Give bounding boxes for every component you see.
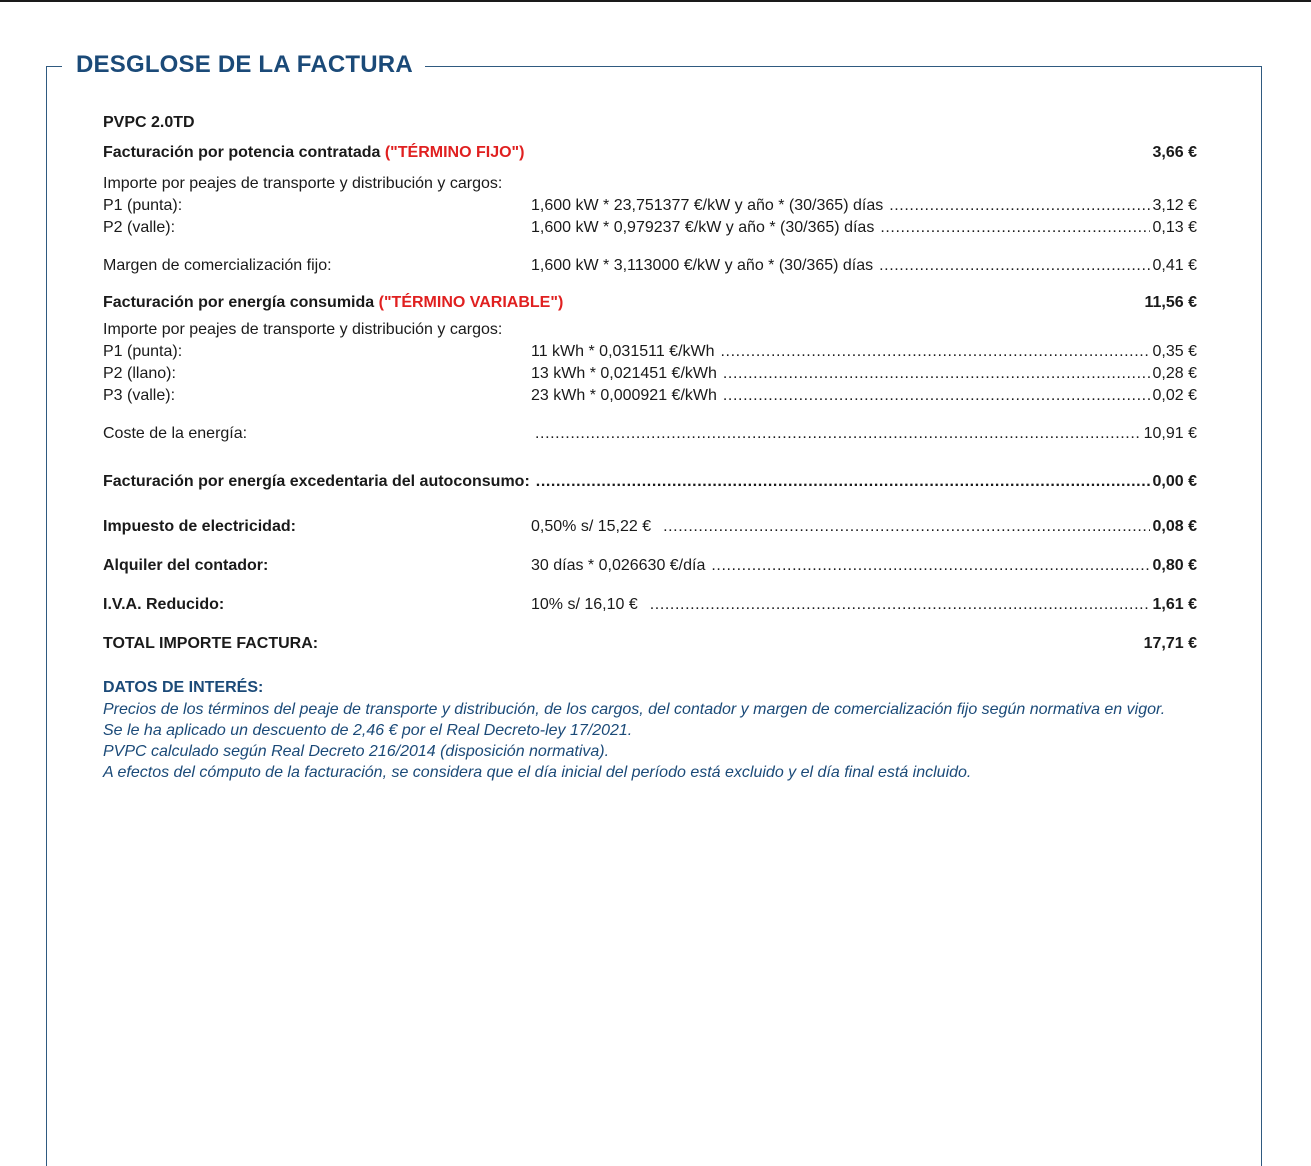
tariff-name: PVPC 2.0TD — [103, 114, 195, 131]
total-label: TOTAL IMPORTE FACTURA: — [103, 635, 319, 652]
note-line: Se le ha aplicado un descuento de 2,46 € por el Real Decreto-ley 17/2021. — [103, 722, 633, 739]
note-line: Precios de los términos del peaje de transporte y distribución, de los cargos, del contador y margen de comercialización fijo según normativa en vigor. — [103, 701, 1166, 718]
note-line: A efectos del cómputo de la facturación, se considera que el día inicial del período está excluido y el día final está incluido. — [103, 764, 972, 781]
notes-title: DATOS DE INTERÉS: — [103, 679, 264, 696]
variable-line-p3: P3 (valle): 23 kWh * 0,000921 €/kWh ..... 0,02 € — [103, 385, 1197, 407]
note-line: PVPC calculado según Real Decreto 216/2014 (disposición normativa). — [103, 743, 610, 760]
variable-line-p1: P1 (punta): 11 kWh * 0,031511 €/kWh ..... 0,35 € — [103, 341, 1197, 363]
fixed-term-header — [103, 142, 1197, 164]
fixed-term-tag: ("TÉRMINO FIJO") — [384, 144, 525, 161]
fixed-intro: Importe por peajes de transporte y distribución y cargos: — [103, 175, 503, 192]
surplus-line: Facturación por energía excedentaria del autoconsumo: ..... 0,00 € — [103, 471, 1197, 493]
fixed-term-amount: 3,66 € — [1152, 144, 1197, 161]
fixed-line-p1: P1 (punta): 1,600 kW * 23,751377 €/kW y año * (30/365) días ..... 3,12 € — [103, 195, 1197, 217]
meter-rental-line: Alquiler del contador: 30 días * 0,026630 €/día ..... 0,80 € — [103, 555, 1197, 577]
total-line — [103, 633, 1197, 655]
fixed-margin-line: Margen de comercialización fijo: 1,600 kW * 3,113000 €/kW y año * (30/365) días ..... 0,41 € — [103, 255, 1197, 277]
electricity-tax-line: Impuesto de electricidad: 0,50% s/ 15,22 € ..... 0,08 € — [103, 516, 1197, 538]
total-amount: 17,71 € — [1143, 635, 1197, 652]
variable-term-header — [103, 292, 1197, 314]
variable-line-p2: P2 (llano): 13 kWh * 0,021451 €/kWh ..... 0,28 € — [103, 363, 1197, 385]
variable-term-amount: 11,56 € — [1144, 294, 1197, 311]
top-rule — [0, 0, 1311, 2]
variable-term-tag: ("TÉRMINO VARIABLE") — [378, 294, 564, 311]
vat-line: I.V.A. Reducido: 10% s/ 16,10 € ..... 1,61 € — [103, 594, 1197, 616]
fixed-term-label: Facturación por potencia contratada — [103, 144, 381, 161]
fixed-line-p2: P2 (valle): 1,600 kW * 0,979237 €/kW y año * (30/365) días ..... 0,13 € — [103, 217, 1197, 239]
variable-term-label: Facturación por energía consumida — [103, 294, 375, 311]
section-title: DESGLOSE DE LA FACTURA — [62, 48, 425, 82]
variable-intro: Importe por peajes de transporte y distribución y cargos: — [103, 321, 503, 338]
breakdown-content — [103, 112, 1197, 783]
energy-cost-line: Coste de la energía: ..... 10,91 € — [103, 423, 1197, 445]
